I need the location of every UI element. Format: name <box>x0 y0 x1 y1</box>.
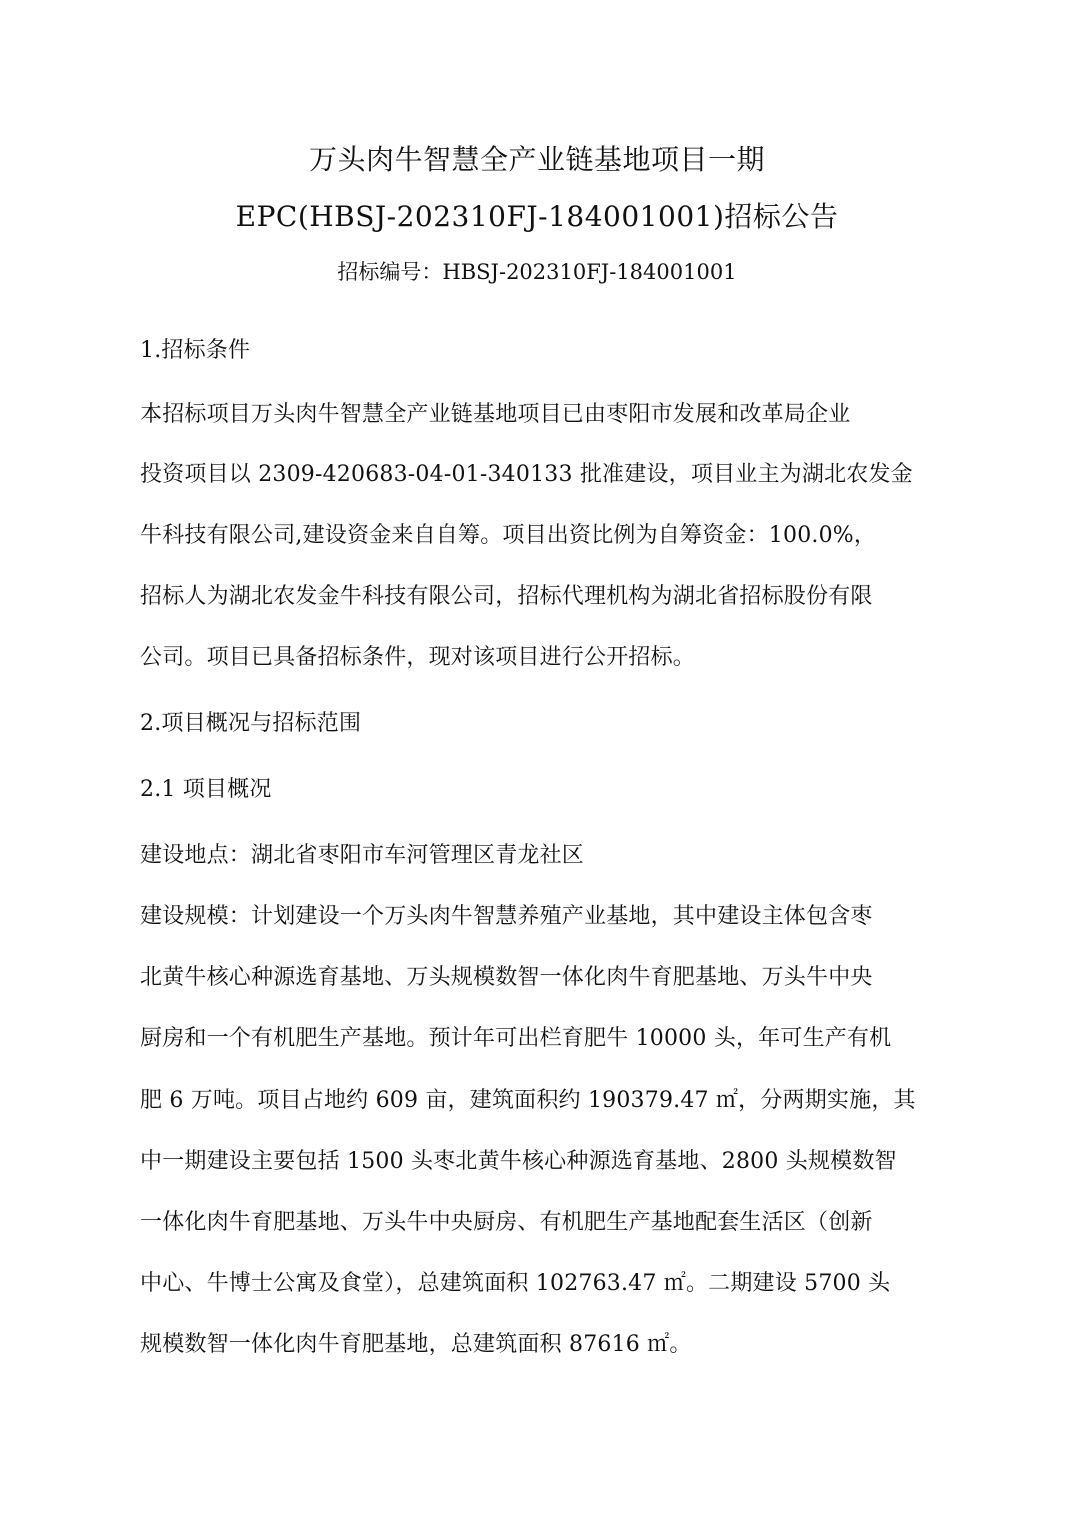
document-title-line1: 万头肉牛智慧全产业链基地项目一期 <box>308 143 765 176</box>
section1-paragraph-line: 公司。项目已具备招标条件，现对该项目进行公开招标。 <box>140 645 696 670</box>
construction-scale-line: 一体化肉牛育肥基地、万头牛中央厨房、有机肥生产基地配套生活区（创新 <box>140 1210 873 1235</box>
construction-scale-line: 规模数智一体化肉牛育肥基地，总建筑面积 87616 ㎡。 <box>140 1332 692 1357</box>
bid-number: 招标编号：HBSJ-202310FJ-184001001 <box>337 260 737 284</box>
construction-location: 建设地点：湖北省枣阳市车河管理区青龙社区 <box>140 843 585 868</box>
document-title-line2: EPC(HBSJ-202310FJ-184001001)招标公告 <box>235 200 839 233</box>
construction-scale-line: 中心、牛博士公寓及食堂），总建筑面积 102763.47 ㎡。二期建设 5700 头 <box>140 1271 891 1296</box>
section2-heading: 2.项目概况与招标范围 <box>140 711 362 736</box>
construction-scale-line: 北黄牛核心种源选育基地、万头规模数智一体化肉牛育肥基地、万头牛中央 <box>140 965 873 990</box>
section1-paragraph-line: 投资项目以 2309-420683-04-01-340133 批准建设，项目业主为湖北农发金 <box>140 462 913 487</box>
section1-paragraph-line: 招标人为湖北农发金牛科技有限公司，招标代理机构为湖北省招标股份有限 <box>140 584 873 609</box>
section1-heading: 1.招标条件 <box>140 338 251 363</box>
section1-paragraph-line: 本招标项目万头肉牛智慧全产业链基地项目已由枣阳市发展和改革局企业 <box>140 402 851 427</box>
construction-scale-line: 厨房和一个有机肥生产基地。预计年可出栏育肥牛 10000 头，年可生产有机 <box>140 1026 892 1051</box>
construction-scale-line: 肥 6 万吨。项目占地约 609 亩，建筑面积约 190379.47 ㎡，分两期实施，其 <box>140 1088 916 1113</box>
section1-paragraph-line: 牛科技有限公司,建设资金来自自筹。项目出资比例为自筹资金：100.0%， <box>140 523 877 548</box>
construction-scale-line: 中一期建设主要包括 1500 头枣北黄牛核心种源选育基地、2800 头规模数智 <box>140 1149 897 1174</box>
section2-1-heading: 2.1 项目概况 <box>140 777 272 802</box>
construction-scale-line: 建设规模：计划建设一个万头肉牛智慧养殖产业基地，其中建设主体包含枣 <box>140 904 873 929</box>
